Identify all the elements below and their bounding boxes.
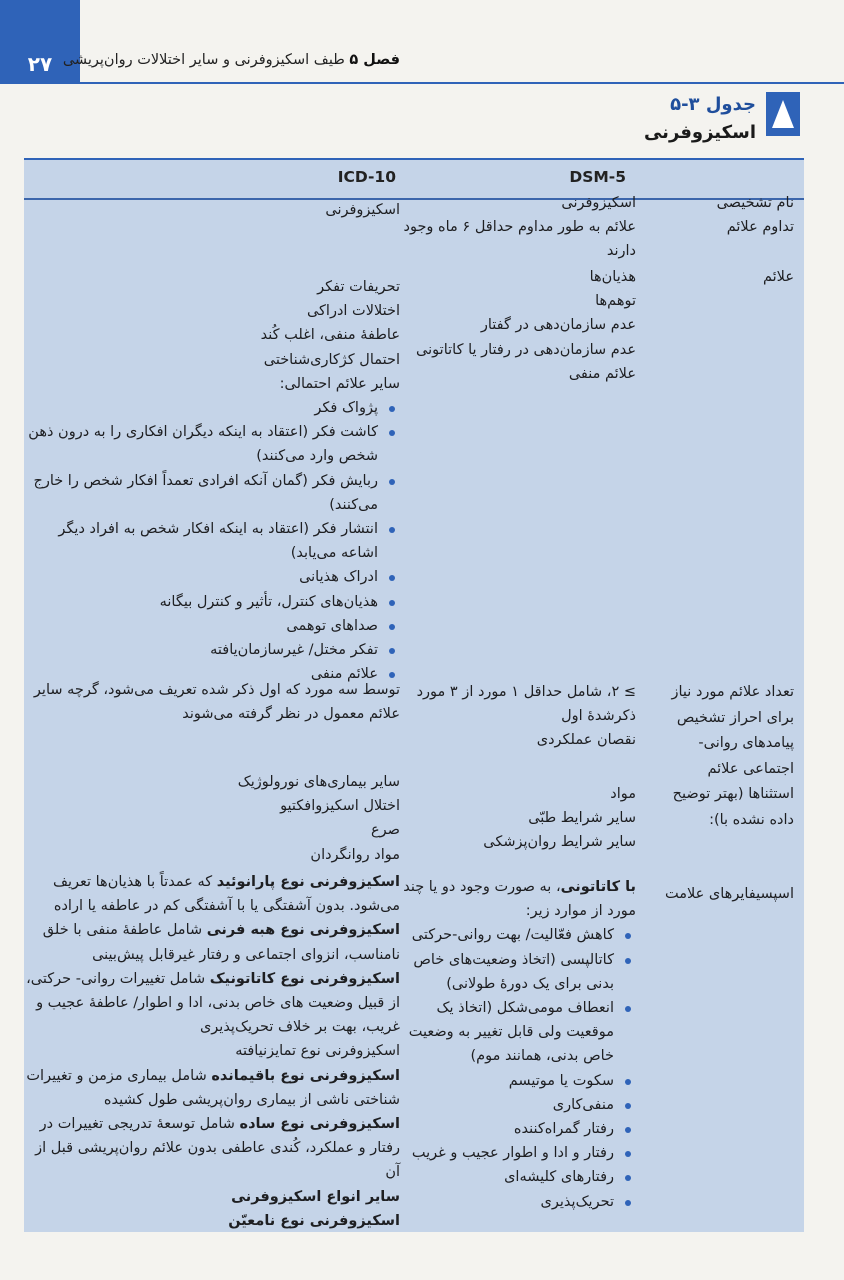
- icd-subtype: [20, 1209, 400, 1233]
- dsm-diagnostic-name-cell: [396, 191, 636, 264]
- icd-subtype-name: اسکیزوفرنی نوع پارانوئید: [216, 874, 400, 890]
- icd-subtype: [20, 1064, 400, 1112]
- page-number: ۲۷: [27, 52, 53, 76]
- dsm-consequence: نقصان عملکردی: [536, 732, 636, 749]
- dsm-specifier-bullet: کاهش فعّالیت/ بهت روانی-حرکتی: [396, 923, 636, 947]
- column-header-dsm5: DSM-5: [569, 168, 626, 186]
- label-exclusions: استثناها (بهتر توضیح داده نشده با):: [672, 786, 794, 828]
- dsm-specifier-catatonia: با کاتاتونی: [560, 879, 636, 895]
- dsm-symptoms-cell: [396, 265, 636, 386]
- table-top-rule: [24, 158, 804, 160]
- icd-subtype-desc: شامل بیماری مزمن و تغییرات شناختی ناشی از بیماری روان‌پریشی طول کشیده: [26, 1067, 400, 1108]
- dsm-symptom: علائم منفی: [568, 365, 636, 382]
- icd-subtype: [20, 967, 400, 1040]
- icd-symptom-bullet: تفکر مختل/ غیرسازمان‌یافته: [20, 638, 400, 662]
- dsm-specifier-intro-text: ، به صورت وجود دو یا چند مورد از موارد زیر:: [403, 879, 636, 920]
- icd-symptom-line: سایر علائم احتمالی:: [279, 375, 400, 392]
- dsm-symptom: توهم‌ها: [595, 293, 636, 310]
- dsm-exclusion: مواد: [610, 786, 636, 802]
- icd-subtype: [20, 1185, 400, 1209]
- icd-exclusions-cell: [20, 770, 400, 867]
- icd-count-cell: [20, 678, 400, 726]
- icd-exclusion: اختلال اسکیزوافکتیو: [280, 798, 400, 815]
- icd-symptom-bullet: پژواک فکر: [20, 396, 400, 420]
- icd-symptom-bullet: انتشار فکر (اعتقاد به اینکه افکار شخص به افراد دیگر اشاعه می‌یابد): [20, 517, 400, 565]
- label-symptom-count: تعداد علائم مورد نیاز برای احراز تشخیص پیامدهای روانی- اجتماعی علائم: [671, 684, 794, 777]
- icd-subtype-name: اسکیزوفرنی نوع هبه فرنی: [206, 922, 400, 939]
- dsm-specifier-bullet: رفتار گمراه‌کننده: [396, 1117, 636, 1141]
- dsm-specifier-bullet: کاتالپسی (اتخاذ وضعیت‌های خاص بدنی برای یک دورهٔ طولانی): [396, 948, 636, 996]
- icd-symptom-bullet: کاشت فکر (اعتقاد به اینکه دیگران افکاری را به درون ذهن شخص وارد می‌کنند): [20, 420, 400, 468]
- icd-exclusion: صرع: [371, 822, 400, 839]
- dsm-diagnostic-name: اسکیزوفرنی: [561, 195, 636, 211]
- icd-diagnostic-name-cell: [20, 198, 400, 222]
- icd-symptom-bullet: صداهای توهمی: [20, 614, 400, 638]
- dsm-exclusion: سایر شرایط روان‌پزشکی: [483, 834, 636, 851]
- icd-subtype-name: اسکیزوفرنی نوع باقیمانده: [211, 1067, 400, 1084]
- table-label: جدول ۳-۵: [670, 94, 756, 115]
- chapter-label: فصل ۵: [349, 52, 400, 68]
- icd-subtype-name: سایر انواع اسکیزوفرنی: [231, 1188, 400, 1205]
- row-label-count-exclusions: [664, 680, 794, 833]
- label-duration: تداوم علائم: [726, 219, 794, 236]
- row-label-diagnostic-name: [664, 191, 794, 239]
- icd-symptom-bullet: علائم منفی: [20, 662, 400, 686]
- icd-subtype: [20, 870, 400, 918]
- icd-subtype-desc: اسکیزوفرنی نوع تمایزنیافته: [235, 1043, 400, 1060]
- icd-symptom-line: تحریفات تفکر: [317, 279, 400, 295]
- icd-subtype: [20, 918, 400, 966]
- icd-symptoms-cell: [20, 275, 400, 686]
- triangle-icon: [766, 92, 800, 136]
- icd-symptom-line: اختلالات ادراکی: [306, 303, 400, 320]
- icd-subtype-desc: شامل توسعهٔ تدریجی تغییرات در رفتار و عملکرد، کُندی عاطفی بدون علائم روان‌پریشی قبل از آن: [35, 1116, 400, 1181]
- icd-subtype: [20, 1112, 400, 1185]
- icd-subtype-name: اسکیزوفرنی نوع ساده: [239, 1116, 400, 1133]
- dsm-specifier-bullet: رفتار و ادا و اطوار عجیب و غریب: [396, 1141, 636, 1165]
- dsm-exclusion: سایر شرایط طبّی: [528, 810, 636, 827]
- icd-symptom-bullet: ادراک هذیانی: [20, 565, 400, 589]
- schizophrenia-table: [24, 158, 804, 1232]
- icd-count: توسط سه مورد که اول ذکر شده تعریف می‌شود، گرچه سایر علائم معمول در نظر گرفته می‌شوند: [33, 682, 400, 723]
- icd-symptom-list: [20, 396, 400, 686]
- icd-subtype-name: اسکیزوفرنی نوع کاتاتونیک: [209, 970, 400, 987]
- icd-symptom-bullet: هذیان‌های کنترل، تأثیر و کنترل بیگانه: [20, 590, 400, 614]
- dsm-specifier-bullet: رفتارهای کلیشه‌ای: [396, 1165, 636, 1189]
- dsm-symptom: هذیان‌ها: [589, 269, 636, 285]
- icd-subtype-name: اسکیزوفرنی نوع نامعیّن: [228, 1212, 400, 1229]
- dsm-symptom: عدم سازمان‌دهی در رفتار یا کاتاتونی: [416, 341, 636, 358]
- dsm-specifiers-cell: [396, 875, 636, 1214]
- icd-diagnostic-name: اسکیزوفرنی: [325, 202, 400, 218]
- label-symptoms: علائم: [763, 269, 794, 285]
- column-header-icd10: ICD-10: [337, 168, 396, 186]
- icd-subtype-desc: شامل عاطفهٔ منفی با خلق نامناسب، انزوای اجتماعی و رفتار غیرقابل پیش‌بینی: [42, 922, 400, 963]
- icd-symptom-line: احتمال کژکاری‌شناختی: [263, 351, 400, 368]
- dsm-specifier-bullet: منفی‌کاری: [396, 1093, 636, 1117]
- icd-subtype: [20, 1039, 400, 1063]
- icd-subtype-desc: شامل تغییرات روانی- حرکتی، از قبیل وضعیت های خاص بدنی، ادا و اطوار/ عاطفهٔ عجیب و غریب، بهت بر خلاف تحریک‌پذیری: [26, 970, 400, 1036]
- dsm-specifier-intro: [396, 875, 636, 923]
- icd-exclusion: سایر بیماری‌های نورولوژیک: [237, 774, 400, 790]
- dsm-count-cell: [396, 680, 636, 753]
- dsm-specifier-bullet: سکوت یا موتیسم: [396, 1069, 636, 1093]
- icd-specifiers-cell: [20, 870, 400, 1233]
- running-head: [62, 52, 400, 68]
- header-rule: [80, 82, 844, 84]
- table-caption: اسکیزوفرنی: [643, 122, 756, 143]
- dsm-symptom: عدم سازمان‌دهی در گفتار: [480, 317, 636, 334]
- dsm-duration: علائم به طور مداوم حداقل ۶ ماه وجود دارند: [403, 219, 636, 260]
- chapter-title: طیف اسکیزوفرنی و سایر اختلالات روان‌پریشی: [62, 52, 345, 68]
- icd-exclusion: مواد روانگردان: [310, 846, 400, 863]
- dsm-specifier-list: [396, 923, 636, 1213]
- icd-symptom-bullet: ربایش فکر (گمان آنکه افرادی تعمداً افکار شخص را خارج می‌کنند): [20, 469, 400, 517]
- label-specifiers: اسپسیفایرهای علامت: [665, 886, 794, 902]
- dsm-specifier-bullet: انعطاف مومی‌شکل (اتخاذ یک موقعیت ولی قابل تغییر به وضعیت خاص بدنی، همانند موم): [396, 996, 636, 1069]
- table-title: [380, 92, 800, 152]
- dsm-exclusions-cell: [396, 782, 636, 855]
- dsm-count: ≥ ۲، شامل حداقل ۱ مورد از ۳ مورد ذکرشدهٔ اول: [416, 684, 636, 725]
- label-diagnostic-name: نام تشخیصی: [716, 195, 794, 211]
- icd-symptom-line: عاطفهٔ منفی، اغلب کُند: [260, 327, 400, 344]
- icd-subtype-desc: که عمدتاً با هذیان‌ها تعریف می‌شود. بدون آشفتگی یا با آشفتگی کم در عاطفه یا اراده: [52, 874, 400, 915]
- dsm-specifier-bullet: تحریک‌پذیری: [396, 1190, 636, 1214]
